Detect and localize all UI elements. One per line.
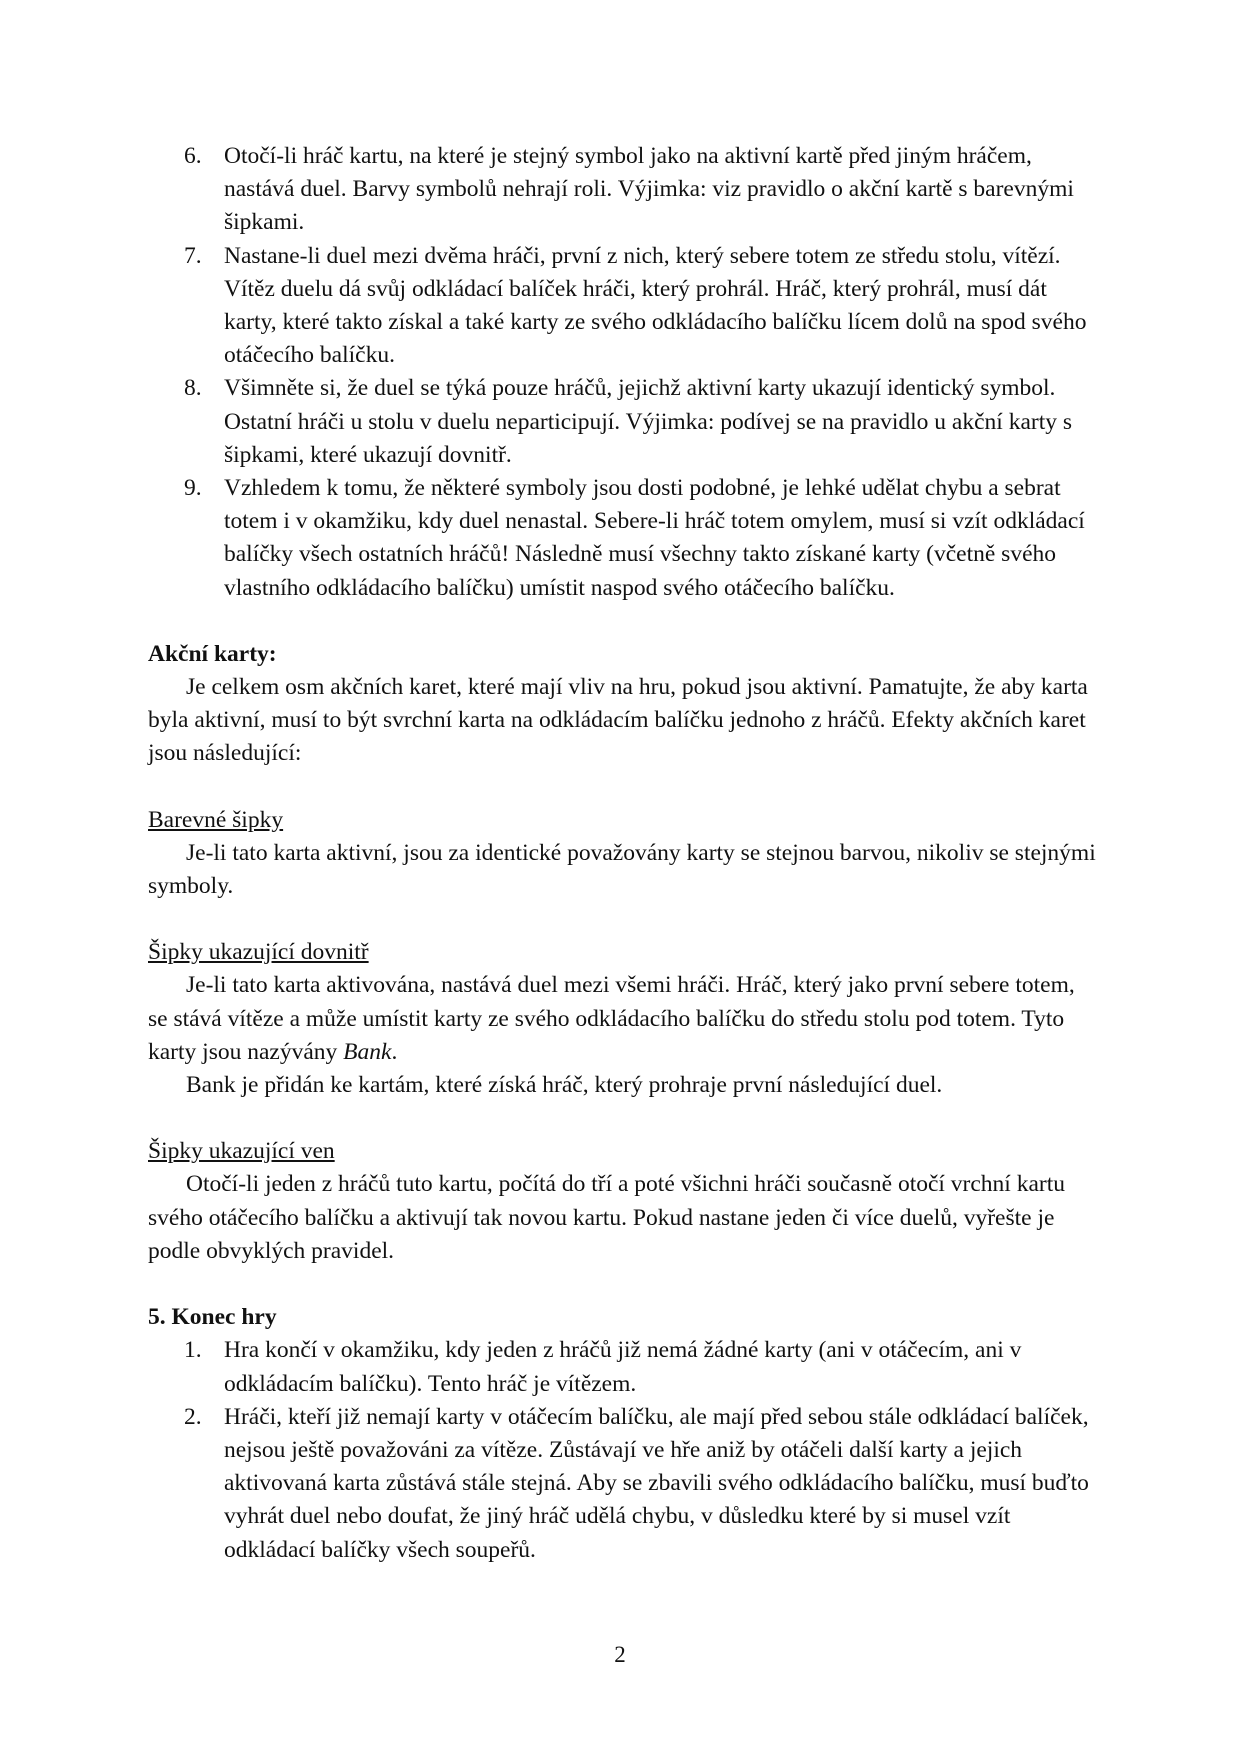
colored-arrows-text: Je-li tato karta aktivní, jsou za identické považovány karty se stejnou barvou, nikoliv se stejnými symboly.: [148, 839, 1096, 900]
end-game-list: [148, 1334, 1098, 1566]
inward-arrows-text: Je-li tato karta aktivována, nastává duel mezi všemi hráči. Hráč, který jako první sebere totem, se stává vítěze a může umístit karty ze svého odkládacího balíčku do středu stolu pod totem. Tyto karty jsou nazývány Bank.: [148, 972, 1075, 1065]
end-game-heading: 5. Konec hry: [148, 1304, 277, 1331]
list-item: 2. Hráči, kteří již nemají karty v otáčecím balíčku, ale mají před sebou stále odkládací balíček, nejsou ještě považováni za vítěze. Zůstávají ve hře aniž by otáčeli další karty a jejich aktivovaná karta zůstává stále stejná. Aby se zbavili svého odkládacího balíčku, musí buďto vyhrát duel nebo doufat, že jiný hráč udělá chybu, v důsledku které by si musel vzít odkládací balíčky všech soupeřů.: [184, 1403, 1089, 1563]
list-item: 8. Všimněte si, že duel se týká pouze hráčů, jejichž aktivní karty ukazují identický symbol. Ostatní hráči u stolu v duelu neparticipují. Výjimka: podívej se na pravidlo u akční karty s šipkami, které ukazují dovnitř.: [184, 375, 1072, 468]
colored-arrows-title: Barevné šipky: [148, 806, 284, 833]
rules-list: [148, 140, 1098, 605]
outward-arrows-text: Otočí-li jeden z hráčů tuto kartu, počítá do tří a poté všichni hráči současně otočí vrchní kartu svého otáčecího balíčku a aktivují tak novou kartu. Pokud nastane jeden či více duelů, vyřešte je podle obvyklých pravidel.: [148, 1171, 1066, 1264]
action-cards-heading: Akční karty:: [148, 640, 277, 667]
action-cards-intro: Je celkem osm akčních karet, které mají vliv na hru, pokud jsou aktivní. Pamatujte, že aby karta byla aktivní, musí to být svrchní karta na odkládacím balíčku jednoho z hráčů. Efekty akčních karet jsou následující:: [148, 674, 1088, 767]
list-item: 6. Otočí-li hráč kartu, na které je stejný symbol jako na aktivní kartě před jiným hráčem, nastává duel. Barvy symbolů nehrají roli. Výjimka: viz pravidlo o akční kartě s barevnými šipkami.: [184, 143, 1074, 236]
list-item: 1. Hra končí v okamžiku, kdy jeden z hráčů již nemá žádné karty (ani v otáčecím, ani v odkládacím balíčku). Tento hráč je vítězem.: [184, 1337, 1022, 1397]
outward-arrows-title: Šipky ukazující ven: [148, 1138, 335, 1165]
document-page: [148, 140, 1098, 1567]
list-item: 9. Vzhledem k tomu, že některé symboly jsou dosti podobné, je lehké udělat chybu a sebrat totem i v okamžiku, kdy duel nenastal. Sebere-li hráč totem omylem, musí si vzít odkládací balíčky všech ostatních hráčů! Následně musí všechny takto získané karty (včetně svého vlastního odkládacího balíčku) umístit naspod svého otáčecího balíčku.: [184, 475, 1085, 601]
inward-arrows-title: Šipky ukazující dovnitř: [148, 939, 369, 966]
list-item: 7. Nastane-li duel mezi dvěma hráči, první z nich, který sebere totem ze středu stolu, vítězí. Vítěz duelu dá svůj odkládací balíček hráči, který prohrál. Hráč, který prohrál, musí dát karty, které takto získal a také karty ze svého odkládacího balíčku lícem dolů na spod svého otáčecího balíčku.: [184, 242, 1087, 369]
page-number: 2: [614, 1642, 626, 1667]
inward-arrows-text-2: Bank je přidán ke kartám, které získá hráč, který prohraje první následující duel.: [186, 1072, 943, 1099]
